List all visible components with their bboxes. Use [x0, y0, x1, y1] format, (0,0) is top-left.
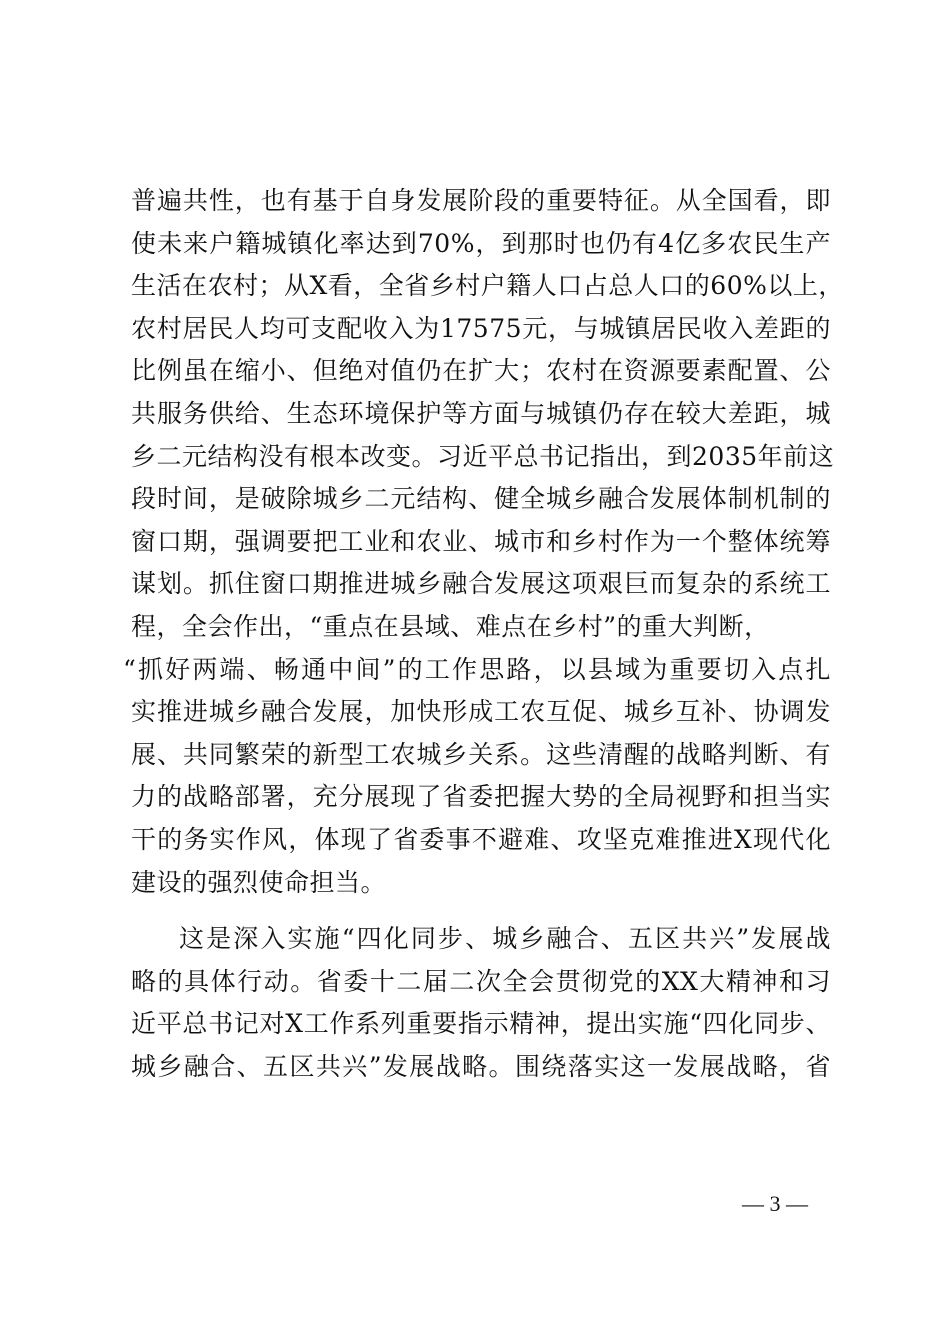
text-line: 普遍共性，也有基于自身发展阶段的重要特征。从全国看，即 [131, 186, 831, 215]
text-line: 这是深入实施“四化同步、城乡融合、五区共兴”发展战 [179, 924, 831, 954]
text-line: 共服务供给、生态环境保护等方面与城镇仍存在较大差距，城 [131, 398, 831, 428]
text-line: 略的具体行动。省委十二届二次全会贯彻党的XX大精神和习 [131, 966, 831, 996]
text-line: 比例虽在缩小、但绝对值仍在扩大；农村在资源要素配置、公 [131, 356, 831, 386]
text-line: “抓好两端、畅通中间”的工作思路，以县域为重要切入点扎 [123, 654, 831, 684]
text-line: 窗口期，强调要把工业和农业、城市和乡村作为一个整体统筹 [131, 526, 831, 556]
text-line: 展、共同繁荣的新型工农城乡关系。这些清醒的战略判断、有 [131, 739, 831, 769]
text-line: 农村居民人均可支配收入为17575元，与城镇居民收入差距的 [131, 313, 831, 343]
text-line: 程，全会作出，“重点在县域、难点在乡村”的重大判断， [131, 611, 770, 641]
text-line: 乡二元结构没有根本改变。习近平总书记指出，到2035年前这 [131, 441, 835, 471]
text-line: 段时间，是破除城乡二元结构、健全城乡融合发展体制机制的 [131, 484, 831, 514]
paragraph-2 [131, 918, 831, 1088]
text-line: 力的战略部署，充分展现了省委把握大势的全局视野和担当实 [131, 782, 831, 812]
page-number: — 3 — [742, 1191, 808, 1216]
text-line: 谋划。抓住窗口期推进城乡融合发展这项艰巨而复杂的系统工 [131, 569, 831, 599]
text-line: 城乡融合、五区共兴”发展战略。围绕落实这一发展战略，省 [131, 1051, 831, 1081]
text-line: 干的务实作风，体现了省委事不避难、攻坚克难推进X现代化 [131, 824, 831, 854]
text-line: 使未来户籍城镇化率达到70%，到那时也仍有4亿多农民生产 [131, 228, 831, 258]
text-line: 实推进城乡融合发展，加快形成工农互促、城乡互补、协调发 [131, 697, 831, 727]
text-line: 建设的强烈使命担当。 [131, 867, 387, 897]
paragraph-1 [123, 180, 844, 904]
text-line: 近平总书记对X工作系列重要指示精神，提出实施“四化同步、 [131, 1009, 831, 1039]
paragraph-gap [131, 904, 831, 918]
body-text [123, 180, 844, 1088]
text-line: 生活在农村；从X看，全省乡村户籍人口占总人口的60%以上， [131, 271, 844, 301]
